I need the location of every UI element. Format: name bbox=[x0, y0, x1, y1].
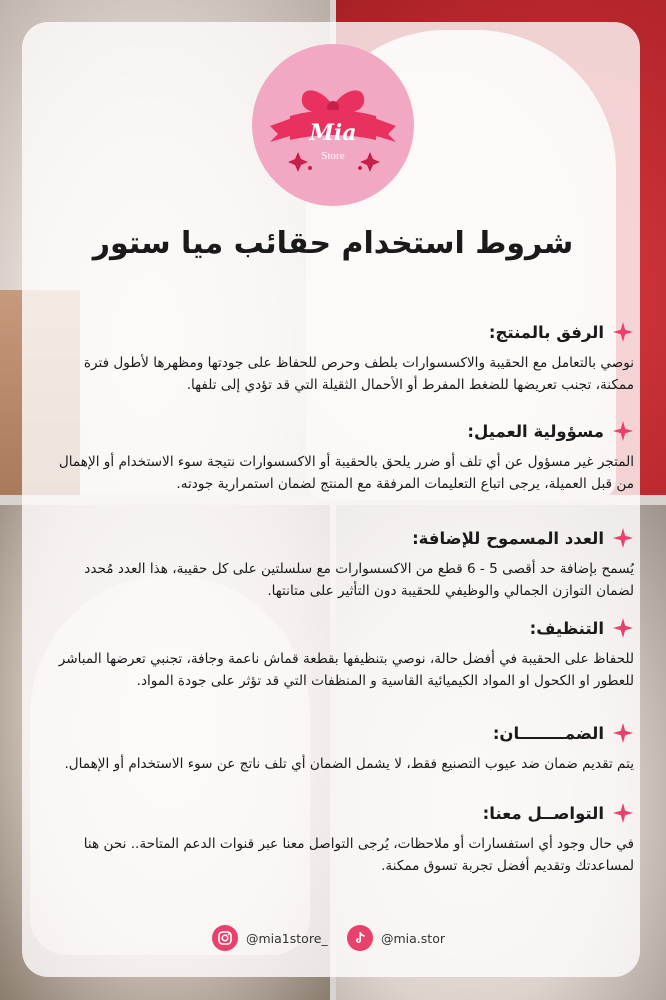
section-heading: الضمــــــــان: bbox=[492, 723, 604, 743]
section-product-care bbox=[46, 318, 634, 396]
brand-subtitle: Store bbox=[321, 150, 345, 162]
instagram-handle: @mia1store_ bbox=[246, 930, 328, 946]
section-customer-responsibility bbox=[46, 417, 634, 495]
tiktok-icon bbox=[347, 925, 373, 951]
section-warranty bbox=[46, 719, 634, 775]
social-footer bbox=[0, 925, 666, 953]
tiktok-handle: @mia.stor bbox=[381, 930, 445, 946]
brand-name: Mia bbox=[309, 120, 357, 146]
section-heading: مسؤولية العميل: bbox=[467, 421, 604, 441]
section-contact-us bbox=[46, 799, 634, 877]
section-heading: الرفق بالمنتج: bbox=[488, 322, 604, 342]
instagram-link[interactable] bbox=[212, 925, 328, 951]
section-body: يُسمح بإضافة حد أقصى 5 - 6 قطع من الاكسسوارات مع سلسلتين على كل حقيبة، هذا العدد مُحدد لضمان التوازن الجمالي والوظيفي للحقيبة دون التأثير على متانتها. bbox=[84, 561, 634, 599]
section-body: المتجر غير مسؤول عن أي تلف أو ضرر يلحق بالحقيبة أو الاكسسوارات نتيجة سوء الاستخدام أو الإهمال من قبل العميلة، يرجى اتباع التعليمات المرفقة مع المنتج لضمان استمرارية جودته. bbox=[58, 454, 634, 492]
tiktok-link[interactable] bbox=[347, 925, 445, 951]
section-body: للحفاظ على الحقيبة في أفضل حالة، نوصي بتنظيفها بقطعة قماش ناعمة وجافة، تجنبي تعرضها المباشر للعطور او الكحول او المواد الكيميائية القاسية و المنظفات التي قد تؤثر على جودة المواد. bbox=[58, 651, 634, 689]
section-body: في حال وجود أي استفسارات أو ملاحظات، يُرجى التواصل معنا عبر قنوات الدعم المتاحة.. نحن هنا لمساعدتك وتقديم أفضل تجربة تسوق ممكنة. bbox=[83, 836, 634, 874]
sparkle-icon bbox=[612, 802, 634, 824]
page-title: شروط استخدام حقائب ميا ستور bbox=[92, 226, 574, 261]
sparkle-icon bbox=[612, 617, 634, 639]
instagram-icon bbox=[212, 925, 238, 951]
brand-logo bbox=[252, 44, 414, 206]
section-heading: التواصــل معنا: bbox=[482, 803, 604, 823]
sparkle-icon bbox=[612, 527, 634, 549]
section-heading: العدد المسموح للإضافة: bbox=[412, 528, 604, 548]
section-body: يتم تقديم ضمان ضد عيوب التصنيع فقط، لا يشمل الضمان أي تلف ناتج عن سوء الاستخدام أو الإهمال. bbox=[64, 756, 634, 772]
sparkle-icon bbox=[612, 321, 634, 343]
section-heading: التنظيف: bbox=[529, 618, 604, 638]
sparkle-icon bbox=[612, 420, 634, 442]
section-cleaning bbox=[46, 614, 634, 692]
section-allowed-additions bbox=[46, 524, 634, 602]
sparkle-icon bbox=[612, 722, 634, 744]
section-body: نوصي بالتعامل مع الحقيبة والاكسسوارات بلطف وحرص للحفاظ على جودتها ومظهرها لأطول فترة ممكنة، تجنب تعريضها للضغط المفرط أو الأحمال الثقيلة التي قد تؤدي إلى تلفها. bbox=[83, 355, 634, 393]
